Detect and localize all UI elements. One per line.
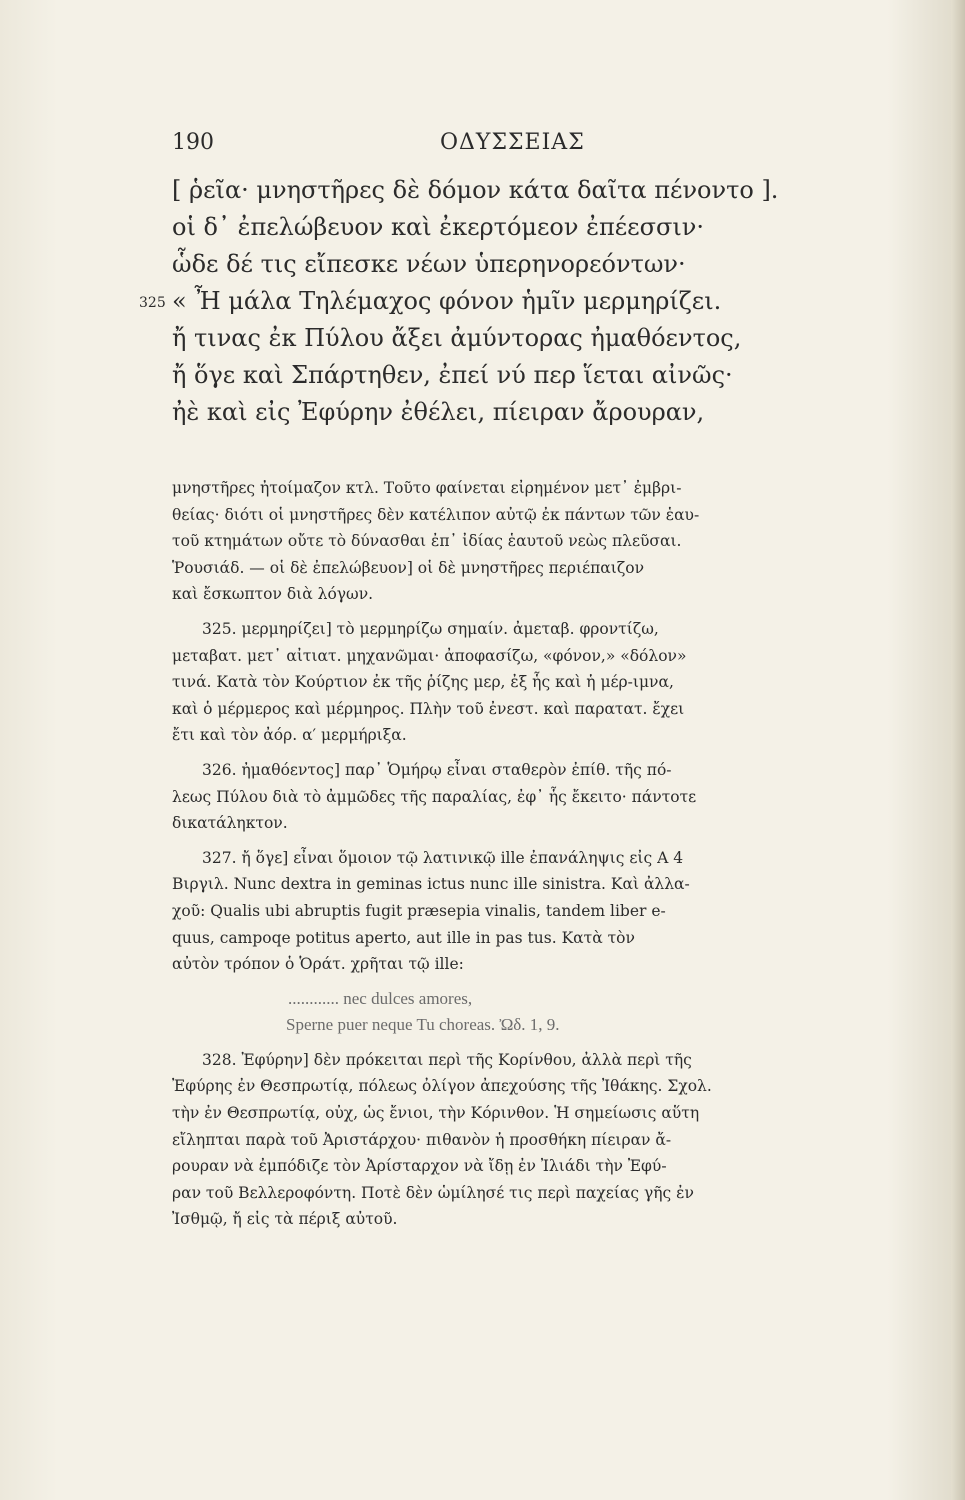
page-edge	[951, 0, 965, 1500]
verse-number: 325	[139, 295, 166, 311]
commentary-line: 326. ἠμαθόεντος] παρ᾽ Ὁμήρῳ εἶναι σταθερὸν ἐπίθ. τῆς πό-	[202, 760, 672, 779]
verse-line	[172, 320, 812, 357]
commentary-line: θείας· διότι οἱ μνηστῆρες δὲν κατέλιπον αὐτῷ ἐκ πάντων τῶν ἑαυ-	[172, 505, 700, 524]
commentary-line: Ῥουσιάδ. — οἱ δὲ ἐπελώβευον] οἱ δὲ μνηστῆρες περιέπαιζον	[172, 558, 645, 577]
verse-text: ὧδε δέ τις εἴπεσκε νέων ὑπερηνορεόντων·	[172, 250, 686, 278]
latin-quote-line: Sperne puer neque Tu choreas. Ὠδ. 1, 9.	[286, 1015, 560, 1035]
verse-block	[139, 172, 812, 431]
commentary-line: τοῦ κτημάτων οὔτε τὸ δύνασθαι ἐπ᾽ ἰδίας ἑαυτοῦ νεὼς πλεῦσαι.	[172, 532, 682, 551]
commentary-line: καὶ ὁ μέρμερος καὶ μέρμηρος. Πλὴν τοῦ ἐνεστ. καὶ παρατατ. ἔχει	[172, 699, 685, 718]
latin-quote-line: ............ nec dulces amores,	[288, 988, 473, 1008]
commentary-line: μνηστῆρες ἠτοίμαζον κτλ. Τοῦτο φαίνεται εἰρημένον μετ᾽ ἐμβρι-	[172, 479, 682, 497]
page-header	[172, 130, 812, 158]
commentary-line: ρουραν νὰ ἐμπόδιζε τὸν Ἀρίσταρχον νὰ ἴδῃ ἐν Ἰλιάδι τὴν Ἐφύ-	[172, 1157, 667, 1176]
verse-line	[172, 209, 812, 246]
verse-text: ἠὲ καὶ εἰς Ἐφύρην ἐθέλει, πίειραν ἄρουραν,	[172, 398, 705, 426]
spacer	[172, 1039, 820, 1047]
spacer	[172, 608, 820, 616]
verse-text: οἱ δ᾽ ἐπελώβευον καὶ ἐκερτόμεον ἐπέεσσιν·	[172, 213, 705, 241]
commentary-line: δικατάληκτον.	[172, 814, 288, 833]
commentary-line: 325. μερμηρίζει] τὸ μερμηρίζω σημαίν. ἀμεταβ. φροντίζω,	[202, 619, 659, 638]
verse-line	[172, 357, 812, 394]
commentary-line: καὶ ἔσκωπτον διὰ λόγων.	[172, 585, 374, 604]
commentary-line: 327. ἤ ὅγε] εἶναι ὅμοιον τῷ λατινικῷ ille ἐπανάληψις εἰς Α 4	[202, 848, 684, 867]
commentary-line: ραν τοῦ Βελλεροφόντη. Ποτὲ δὲν ὡμίλησέ τις περὶ παχείας γῆς ἐν	[172, 1183, 694, 1202]
commentary-line: Βιργιλ. Nunc dextra in geminas ictus nunc ille sinistra. Καὶ ἀλλα-	[172, 875, 690, 894]
commentary-line: τὴν ἐν Θεσπρωτίᾳ, οὐχ, ὡς ἔνιοι, τὴν Κόρινθον. Ἡ σημείωσις αὕτη	[172, 1104, 700, 1123]
verse-text: ἤ τινας ἐκ Πύλου ἄξει ἀμύντορας ἠμαθόεντος,	[172, 324, 742, 352]
spacer	[172, 978, 820, 986]
commentary-line: χοῦ: Qualis ubi abruptis fugit præsepia vinalis, tandem liber e-	[172, 901, 666, 920]
verse-text: ἤ ὅγε καὶ Σπάρτηθεν, ἐπεί νύ περ ἵεται αἰνῶς·	[172, 361, 733, 389]
commentary-line: αὐτὸν τρόπον ὁ Ὁράτ. χρῆται τῷ ille:	[172, 955, 464, 974]
verse-line	[172, 394, 812, 431]
commentary-line: εἴληπται παρὰ τοῦ Ἀριστάρχου· πιθανὸν ἡ προσθήκη πίειραν ἄ-	[172, 1130, 672, 1149]
running-title: ΟΔΥΣΣΕΙΑΣ	[440, 130, 585, 155]
spacer	[172, 837, 820, 845]
commentary-line: τινά. Κατὰ τὸν Κούρτιον ἐκ τῆς ῥίζης μερ, ἐξ ἧς καὶ ἡ μέρ-ιμνα,	[172, 673, 674, 692]
commentary-line: Ἰσθμῷ, ἤ εἰς τὰ πέριξ αὐτοῦ.	[172, 1210, 398, 1229]
verse-line	[139, 283, 812, 320]
commentary-line: Ἐφύρης ἐν Θεσπρωτίᾳ, πόλεως ὀλίγον ἀπεχούσης τῆς Ἰθάκης. Σχολ.	[172, 1077, 712, 1096]
verse-line	[172, 246, 812, 283]
commentary	[172, 475, 820, 1233]
commentary-line: ἔτι καὶ τὸν ἀόρ. α′ μερμήριξα.	[172, 726, 407, 745]
commentary-line: μεταβατ. μετ᾽ αἰτιατ. μηχανῶμαι· ἀποφασίζω, «φόνον,» «δόλον»	[172, 646, 687, 665]
verse-text: [ ῥεῖα· μνηστῆρες δὲ δόμον κάτα δαῖτα πένοντο ].	[172, 176, 779, 204]
page-number: 190	[172, 130, 214, 155]
commentary-line: 328. Ἐφύρην] δὲν πρόκειται περὶ τῆς Κορίνθου, ἀλλὰ περὶ τῆς	[202, 1050, 692, 1069]
verse-line	[172, 172, 812, 209]
commentary-line: quus, campoqe potitus aperto, aut ille in pas tus. Κατὰ τὸν	[172, 928, 635, 947]
spacer	[172, 749, 820, 757]
verse-text: « Ἦ μάλα Τηλέμαχος φόνον ἡμῖν μερμηρίζει.	[172, 287, 722, 315]
commentary-line: λεως Πύλου διὰ τὸ ἀμμῶδες τῆς παραλίας, ἐφ᾽ ἧς ἔκειτο· πάντοτε	[172, 787, 697, 806]
